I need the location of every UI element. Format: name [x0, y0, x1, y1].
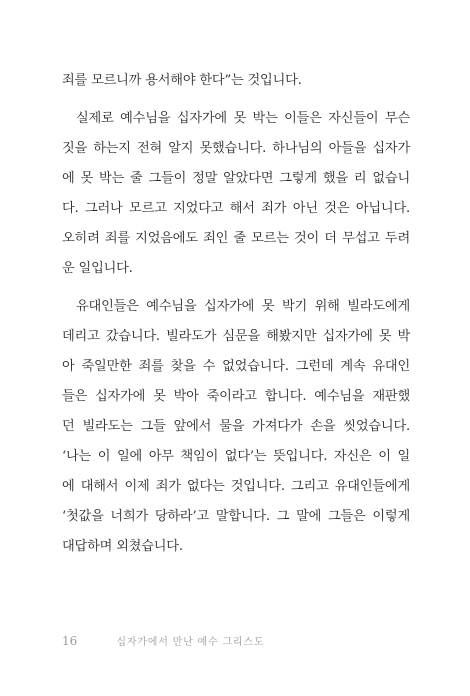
text-line: 다. 그러나 모르고 지었다고 해서 죄가 아닌 것은 아닙니다. [62, 201, 410, 216]
text-line: ‘나는 이 일에 아무 책임이 없다’는 뜻입니다. 자신은 이 일 [62, 449, 410, 464]
text-line: 짓을 하는지 전혀 알지 못했습니다. 하나님의 아들을 십자가 [62, 141, 410, 156]
text-line: 아 죽일만한 죄를 찾을 수 없었습니다. 그런데 계속 유대인 [62, 359, 410, 374]
text-line: 데리고 갔습니다. 빌라도가 심문을 해봤지만 십자가에 못 박 [62, 329, 410, 344]
page-footer [62, 630, 264, 650]
text-line: 들은 십자가에 못 박아 죽이라고 합니다. 예수님을 재판했 [62, 389, 410, 404]
text-line: 에 못 박는 줄 그들이 정말 알았다면 그렇게 했을 리 없습니 [62, 171, 410, 186]
text-line: 에 대해서 이제 죄가 없다는 것입니다. 그리고 유대인들에게 [62, 479, 410, 494]
text-line: 대답하며 외쳤습니다. [62, 539, 183, 554]
page-number: 16 [62, 634, 78, 648]
text-line: 오히려 죄를 지었음에도 죄인 줄 모르는 것이 더 무섭고 두려 [62, 231, 410, 246]
paragraph [62, 66, 410, 96]
text-line: 죄를 모르니까 용서해야 한다”는 것입니다. [62, 73, 302, 88]
text-line: 운 일입니다. [62, 261, 133, 276]
paragraph-gap [62, 284, 410, 292]
running-title: 십자가에서 만난 예수 그리스도 [116, 637, 265, 648]
text-line: 실제로 예수님을 십자가에 못 박는 이들은 자신들이 무슨 [76, 111, 410, 126]
text-line: 던 빌라도는 그들 앞에서 물을 가져다가 손을 씻었습니다. [62, 419, 410, 434]
paragraph [62, 292, 410, 562]
paragraph [62, 104, 410, 284]
paragraph-gap [62, 96, 410, 104]
text-line: ‘첫값을 너희가 당하라’고 말합니다. 그 말에 그들은 이렇게 [62, 509, 410, 524]
text-line: 유대인들은 예수님을 십자가에 못 박기 위해 빌라도에게 [76, 299, 410, 314]
page-body [62, 66, 410, 562]
